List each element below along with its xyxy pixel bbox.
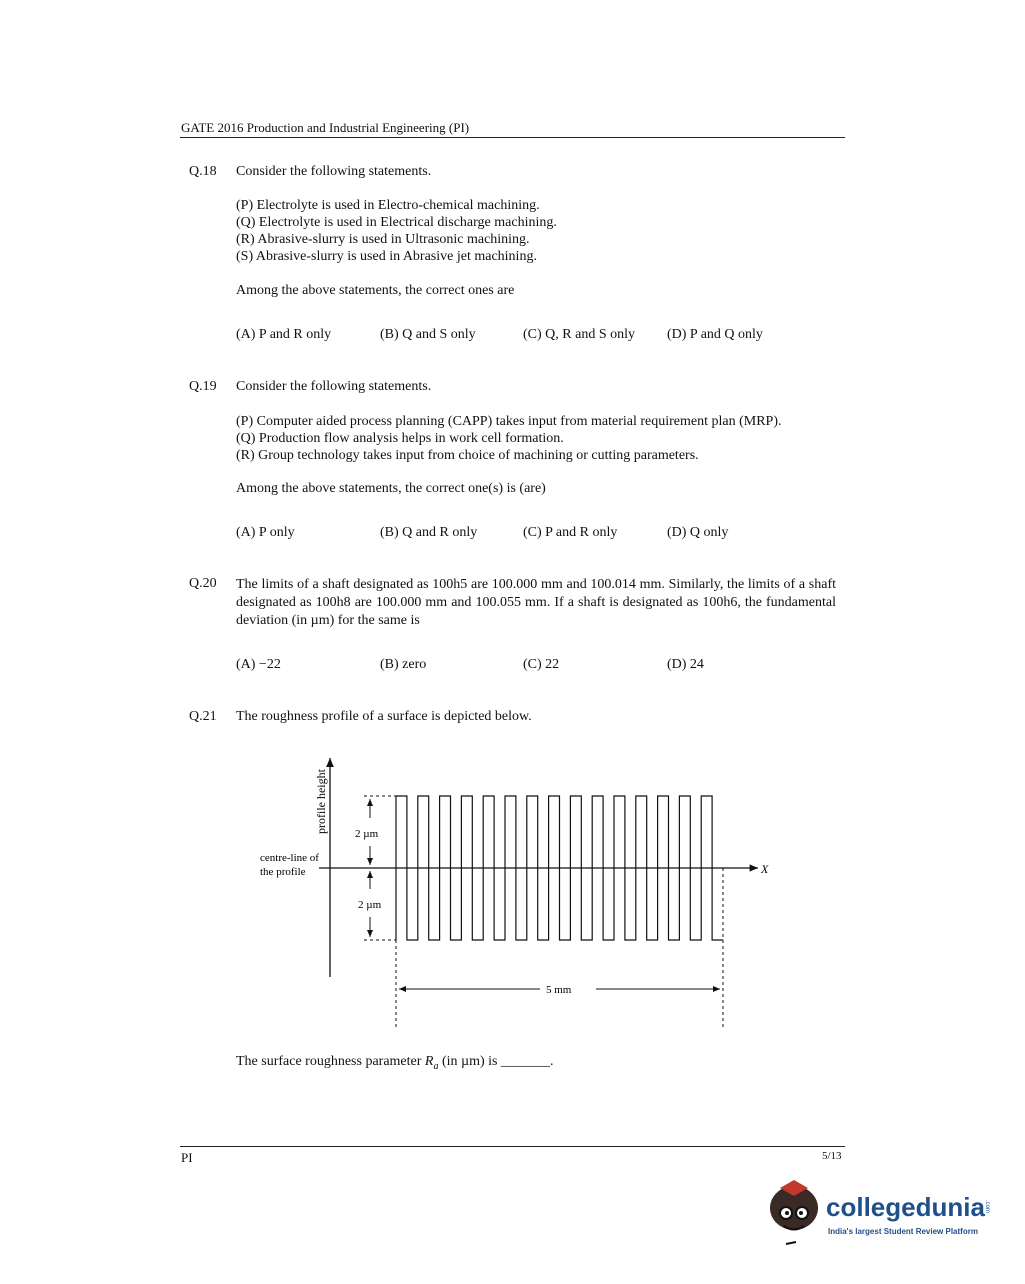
x-axis-label: X [761,862,769,876]
question-prompt: Consider the following statements. [236,379,432,394]
option-c: (C) 22 [523,657,560,672]
brand-domain: .com [984,1200,990,1214]
option-a: (A) −22 [236,657,281,672]
statement: (Q) Electrolyte is used in Electrical discharge machining. [236,215,557,230]
page-header: GATE 2016 Production and Industrial Engineering (PI) [181,120,470,135]
question-prompt: The roughness profile of a surface is depicted below. [236,709,532,724]
statement: (P) Computer aided process planning (CAPP) takes input from material requirement plan (MRP). [236,414,782,429]
ra-subscript: a [433,1060,439,1072]
ask-prefix: The surface roughness parameter [236,1054,425,1069]
question-prompt: Consider the following statements. [236,164,432,179]
brand-name: collegedunia [826,1192,985,1222]
question-ask: Among the above statements, the correct one(s) is (are) [236,481,546,496]
ask-suffix: (in µm) is _______. [438,1054,554,1069]
centre-line-label: the profile [260,866,306,878]
collegedunia-watermark [766,1178,996,1248]
centre-line-label: centre-line of [260,852,319,864]
option-d: (D) P and Q only [667,327,763,342]
question-number: Q.21 [189,709,217,724]
option-d: (D) 24 [667,657,704,672]
question-number: Q.18 [189,164,217,179]
statement: (S) Abrasive-slurry is used in Abrasive jet machining. [236,249,537,264]
option-d: (D) Q only [667,525,729,540]
mascot-icon [766,1178,828,1248]
option-a: (A) P and R only [236,327,332,342]
question-ask [236,1054,554,1072]
statement: (R) Group technology takes input from choice of machining or cutting parameters. [236,448,699,463]
page-number: 5/13 [822,1150,842,1162]
footer-rule [180,1146,845,1147]
brand-tagline: India's largest Student Review Platform [828,1227,978,1236]
length-label: 5 mm [546,984,572,996]
option-c: (C) Q, R and S only [523,327,635,342]
question-number: Q.19 [189,379,217,394]
question-text: The limits of a shaft designated as 100h5 are 100.000 mm and 100.014 mm. Similarly, the limits of a shaft designated as 100h8 are 100.000 mm and 100.055 mm. If a shaft is designated as 100h6, the fundamental deviation (in µm) for the same is [236,577,836,628]
y-axis-label: profile height [314,769,328,834]
ra-symbol: R [424,1054,434,1069]
statement: (Q) Production flow analysis helps in work cell formation. [236,431,564,446]
option-b: (B) Q and R only [380,525,478,540]
statement: (P) Electrolyte is used in Electro-chemical machining. [236,198,540,213]
question-ask: Among the above statements, the correct ones are [236,283,515,298]
option-b: (B) zero [380,657,427,672]
lower-amplitude-label: 2 µm [358,899,382,911]
footer-subject: PI [181,1150,193,1165]
option-b: (B) Q and S only [380,327,476,342]
question-number: Q.20 [189,576,217,591]
option-c: (C) P and R only [523,525,618,540]
statement: (R) Abrasive-slurry is used in Ultrasonic machining. [236,232,530,247]
option-a: (A) P only [236,525,295,540]
upper-amplitude-label: 2 µm [355,828,379,840]
